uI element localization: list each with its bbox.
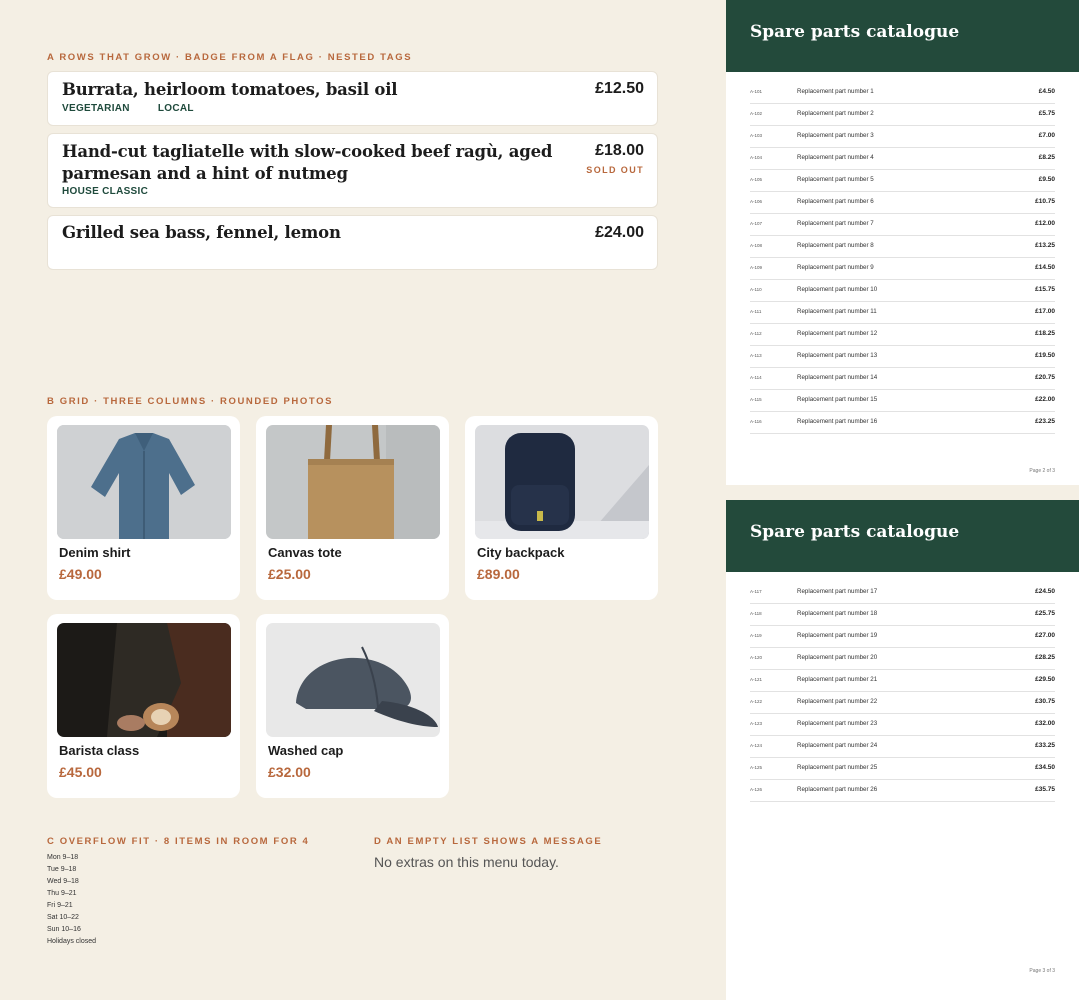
section-b-label: B GRID · THREE COLUMNS · ROUNDED PHOTOS: [47, 396, 334, 407]
part-name: Replacement part number 26: [797, 786, 878, 793]
part-price: £7.00: [1038, 132, 1055, 139]
page-title: Spare parts catalogue: [750, 522, 960, 542]
tag: LOCAL: [157, 103, 194, 114]
part-name: Replacement part number 23: [797, 720, 878, 727]
part-row: [750, 780, 1055, 802]
menu-row[interactable]: [47, 215, 658, 270]
dish-name: Grilled sea bass, fennel, lemon: [62, 223, 341, 242]
hours-item: Mon 9–18: [47, 854, 79, 861]
part-price: £28.25: [1035, 654, 1055, 661]
part-row: [750, 346, 1055, 368]
product-title: Denim shirt: [59, 545, 131, 560]
hours-item: Sat 10–22: [47, 914, 79, 921]
part-code: A-114: [750, 375, 762, 380]
product-card[interactable]: [465, 416, 658, 600]
product-price: £89.00: [477, 566, 520, 582]
part-row: [750, 648, 1055, 670]
part-price: £8.25: [1038, 154, 1055, 161]
part-row: [750, 626, 1055, 648]
part-row: [750, 214, 1055, 236]
hours-item: Holidays closed: [47, 938, 97, 945]
hours-item: Wed 9–18: [47, 878, 79, 885]
page-header: [726, 0, 1079, 72]
part-row: [750, 192, 1055, 214]
part-row: [750, 582, 1055, 604]
part-row: [750, 258, 1055, 280]
part-code: A-104: [750, 155, 763, 160]
product-price: £49.00: [59, 566, 102, 582]
part-name: Replacement part number 22: [797, 698, 878, 705]
part-name: Replacement part number 5: [797, 176, 874, 183]
part-price: £20.75: [1035, 374, 1055, 381]
part-name: Replacement part number 19: [797, 632, 878, 639]
part-name: Replacement part number 7: [797, 220, 874, 227]
part-name: Replacement part number 10: [797, 286, 878, 293]
part-price: £17.00: [1035, 308, 1055, 315]
part-code: A-125: [750, 765, 763, 770]
part-name: Replacement part number 17: [797, 588, 878, 595]
part-row: [750, 302, 1055, 324]
part-name: Replacement part number 1: [797, 88, 874, 95]
part-price: £18.25: [1035, 330, 1055, 337]
catalogue-page: [726, 500, 1079, 1000]
cap-image: [266, 623, 440, 737]
product-title: Canvas tote: [268, 545, 342, 560]
part-row: [750, 236, 1055, 258]
part-price: £30.75: [1035, 698, 1055, 705]
part-price: £5.75: [1038, 110, 1055, 117]
part-code: A-119: [750, 633, 762, 638]
part-code: A-121: [750, 677, 763, 682]
backpack-image: [475, 425, 649, 539]
part-price: £14.50: [1035, 264, 1055, 271]
part-price: £19.50: [1035, 352, 1055, 359]
part-code: A-110: [750, 287, 762, 292]
part-price: £13.25: [1035, 242, 1055, 249]
part-price: £10.75: [1035, 198, 1055, 205]
part-name: Replacement part number 18: [797, 610, 878, 617]
part-name: Replacement part number 9: [797, 264, 874, 271]
dish-price: £24.00: [595, 224, 644, 241]
latte-art-image: [57, 623, 231, 737]
part-price: £15.75: [1035, 286, 1055, 293]
part-code: A-120: [750, 655, 763, 660]
product-title: City backpack: [477, 545, 565, 560]
catalogue-preview: [706, 0, 1079, 1000]
part-price: £33.25: [1035, 742, 1055, 749]
part-name: Replacement part number 2: [797, 110, 874, 117]
menu-row[interactable]: [47, 133, 658, 208]
page-number: Page 3 of 3: [1029, 968, 1055, 974]
part-name: Replacement part number 14: [797, 374, 878, 381]
product-price: £25.00: [268, 566, 311, 582]
part-row: [750, 736, 1055, 758]
dish-name-line: Hand-cut tagliatelle with slow-cooked beef ragù, aged: [62, 142, 553, 161]
part-code: A-113: [750, 353, 762, 358]
part-price: £34.50: [1035, 764, 1055, 771]
part-name: Replacement part number 3: [797, 132, 874, 139]
part-name: Replacement part number 12: [797, 330, 878, 337]
dish-name: Burrata, heirloom tomatoes, basil oil: [62, 80, 398, 99]
part-code: A-107: [750, 221, 763, 226]
part-price: £35.75: [1035, 786, 1055, 793]
part-price: £24.50: [1035, 588, 1055, 595]
part-name: Replacement part number 13: [797, 352, 878, 359]
product-card[interactable]: [47, 416, 240, 600]
part-row: [750, 368, 1055, 390]
part-code: A-108: [750, 243, 763, 248]
part-price: £32.00: [1035, 720, 1055, 727]
part-name: Replacement part number 16: [797, 418, 878, 425]
dish-price: £18.00: [595, 142, 644, 159]
part-row: [750, 670, 1055, 692]
part-row: [750, 758, 1055, 780]
cap-photo: [266, 623, 440, 737]
part-name: Replacement part number 8: [797, 242, 874, 249]
part-name: Replacement part number 6: [797, 198, 874, 205]
part-row: [750, 82, 1055, 104]
part-name: Replacement part number 24: [797, 742, 878, 749]
opening-hours-list: [47, 852, 96, 948]
part-price: £22.00: [1035, 396, 1055, 403]
product-card[interactable]: [47, 614, 240, 798]
part-price: £23.25: [1035, 418, 1055, 425]
page-title: Spare parts catalogue: [750, 22, 960, 42]
part-code: A-118: [750, 611, 762, 616]
section-d-label: D AN EMPTY LIST SHOWS A MESSAGE: [374, 836, 603, 847]
part-code: A-101: [750, 89, 763, 94]
part-row: [750, 170, 1055, 192]
part-price: £4.50: [1038, 88, 1055, 95]
part-row: [750, 126, 1055, 148]
part-price: £29.50: [1035, 676, 1055, 683]
part-code: A-116: [750, 419, 762, 424]
part-code: A-109: [750, 265, 763, 270]
backpack-photo: [475, 425, 649, 539]
part-name: Replacement part number 25: [797, 764, 878, 771]
section-c-label: C OVERFLOW FIT · 8 ITEMS IN ROOM FOR 4: [47, 836, 310, 847]
product-card[interactable]: [256, 614, 449, 798]
part-code: A-112: [750, 331, 762, 336]
section-a-label: A ROWS THAT GROW · BADGE FROM A FLAG · NESTED TAGS: [47, 52, 413, 63]
part-code: A-106: [750, 199, 763, 204]
part-code: A-117: [750, 589, 762, 594]
hours-item: Thu 9–21: [47, 890, 77, 897]
part-code: A-115: [750, 397, 762, 402]
product-title: Barista class: [59, 743, 140, 758]
part-code: A-122: [750, 699, 763, 704]
part-name: Replacement part number 20: [797, 654, 878, 661]
part-price: £12.00: [1035, 220, 1055, 227]
product-price: £32.00: [268, 764, 311, 780]
dish-name-line: parmesan and a hint of nutmeg: [62, 164, 348, 183]
tag: HOUSE CLASSIC: [62, 186, 149, 197]
part-code: A-124: [750, 743, 763, 748]
part-row: [750, 104, 1055, 126]
part-code: A-123: [750, 721, 763, 726]
part-price: £9.50: [1038, 176, 1055, 183]
catalogue-page: [726, 0, 1079, 485]
denim-shirt-photo: [57, 425, 231, 539]
part-name: Replacement part number 15: [797, 396, 878, 403]
product-title: Washed cap: [268, 743, 344, 758]
part-code: A-126: [750, 787, 763, 792]
part-price: £27.00: [1035, 632, 1055, 639]
part-row: [750, 148, 1055, 170]
page-number: Page 2 of 3: [1029, 468, 1055, 474]
hours-item: Tue 9–18: [47, 866, 77, 873]
canvas-tote-image: [266, 425, 440, 539]
part-name: Replacement part number 4: [797, 154, 874, 161]
part-row: [750, 390, 1055, 412]
part-row: [750, 324, 1055, 346]
tag-list: [62, 186, 176, 197]
part-code: A-111: [750, 309, 762, 314]
dish-name: [62, 141, 552, 185]
latte-art-photo: [57, 623, 231, 737]
canvas-tote-photo: [266, 425, 440, 539]
part-row: [750, 412, 1055, 434]
hours-item: Fri 9–21: [47, 902, 73, 909]
tag-list: [62, 103, 222, 114]
product-card[interactable]: [256, 416, 449, 600]
part-row: [750, 714, 1055, 736]
denim-shirt-image: [57, 425, 231, 539]
dish-price: £12.50: [595, 80, 644, 97]
part-price: £25.75: [1035, 610, 1055, 617]
hours-item: Sun 10–16: [47, 926, 81, 933]
part-name: Replacement part number 21: [797, 676, 878, 683]
part-row: [750, 692, 1055, 714]
sold-out-badge: SOLD OUT: [586, 165, 644, 175]
empty-list-message: No extras on this menu today.: [374, 854, 559, 870]
part-code: A-105: [750, 177, 763, 182]
tag: VEGETARIAN: [62, 103, 130, 114]
part-name: Replacement part number 11: [797, 308, 877, 315]
part-row: [750, 604, 1055, 626]
part-code: A-102: [750, 111, 763, 116]
part-row: [750, 280, 1055, 302]
part-code: A-103: [750, 133, 763, 138]
product-price: £45.00: [59, 764, 102, 780]
menu-row[interactable]: [47, 71, 658, 126]
page-header: [726, 500, 1079, 572]
